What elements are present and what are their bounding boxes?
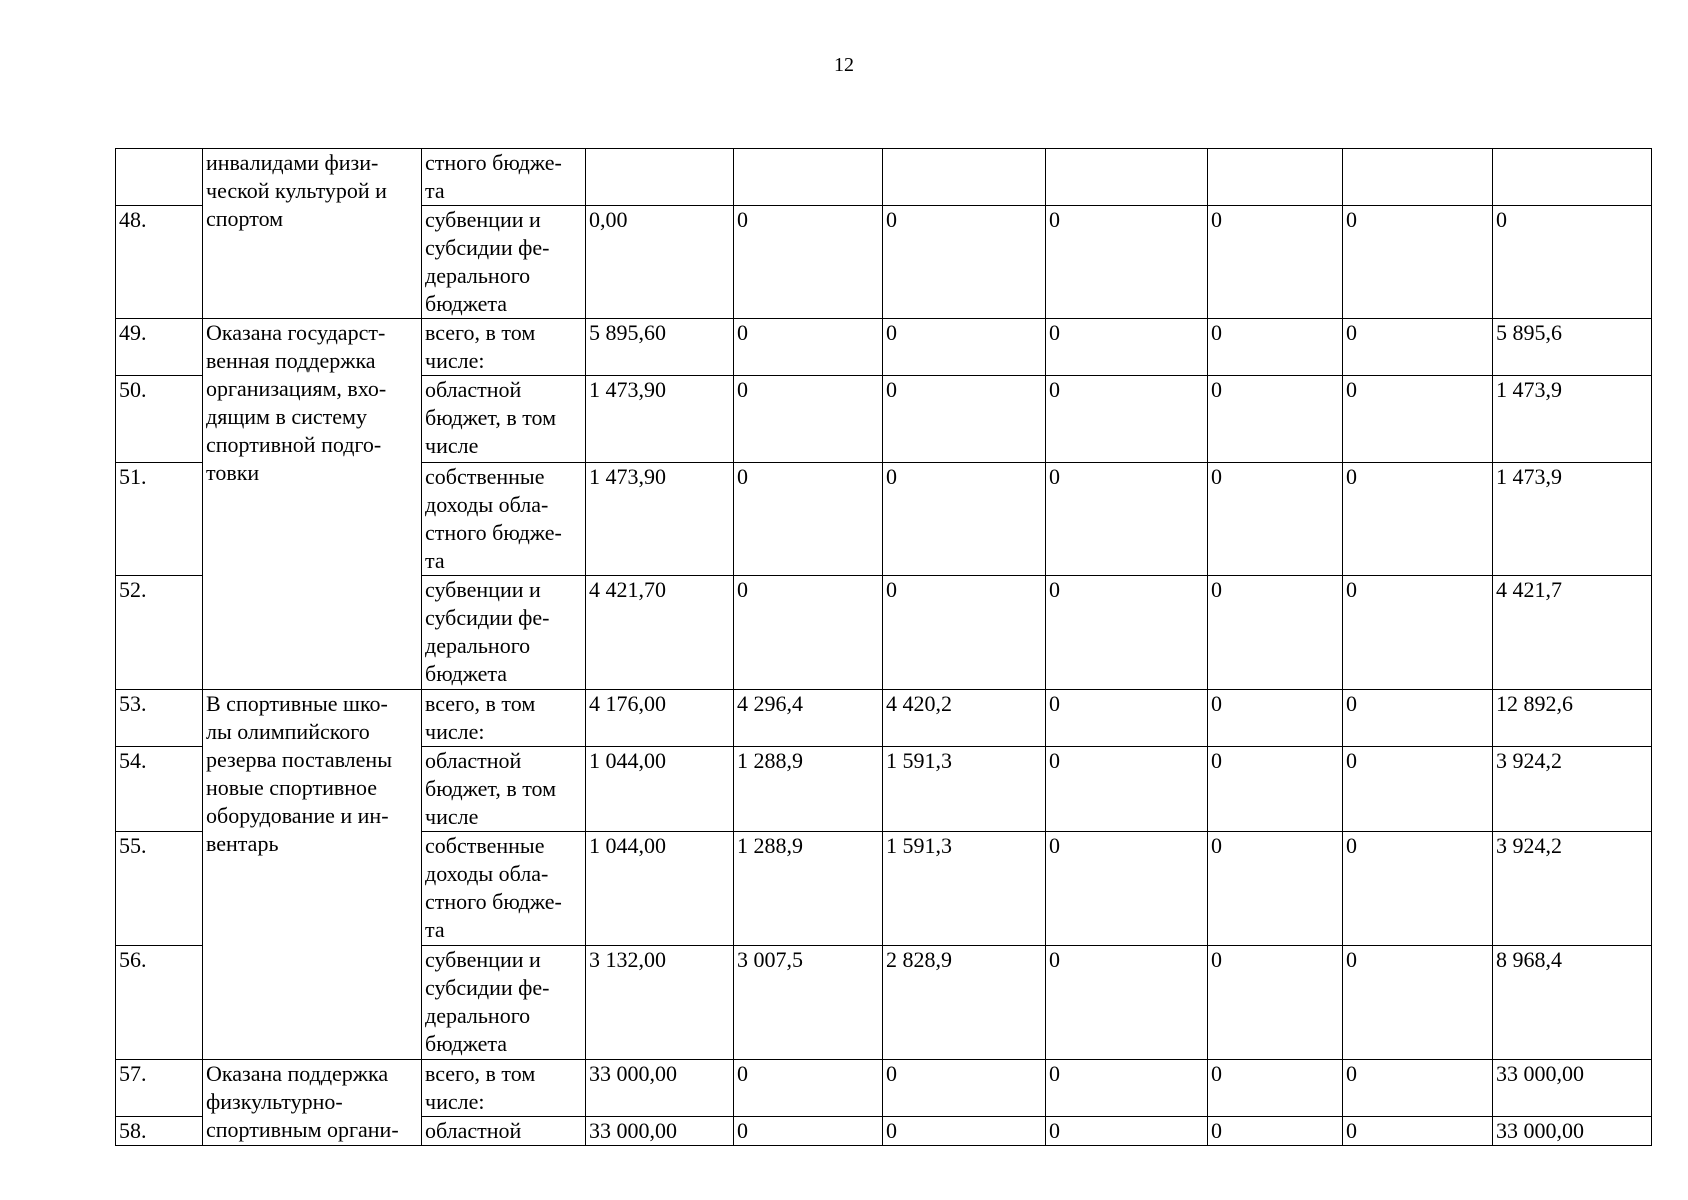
value-year-2: 0 xyxy=(734,576,883,690)
value-year-6: 0 xyxy=(1343,747,1493,832)
value-year-3: 0 xyxy=(883,319,1046,376)
value-year-4: 0 xyxy=(1046,206,1208,319)
value-year-1: 1 044,00 xyxy=(586,832,734,946)
value-year-6: 0 xyxy=(1343,690,1493,747)
value-year-1: 33 000,00 xyxy=(586,1060,734,1117)
table-row xyxy=(116,690,1652,747)
value-year-4: 0 xyxy=(1046,1060,1208,1117)
funding-source: всего, в том числе: xyxy=(422,319,586,376)
value-year-2 xyxy=(734,149,883,206)
event-description: Оказана поддержка физкультурно- спортивным органи- xyxy=(203,1060,422,1146)
value-year-6 xyxy=(1343,149,1493,206)
value-year-5: 0 xyxy=(1208,576,1343,690)
table-row xyxy=(116,1060,1652,1117)
value-year-2: 0 xyxy=(734,319,883,376)
value-year-6: 0 xyxy=(1343,576,1493,690)
value-year-1: 1 473,90 xyxy=(586,376,734,463)
value-year-5: 0 xyxy=(1208,747,1343,832)
value-total: 0 xyxy=(1493,206,1652,319)
funding-source: всего, в том числе: xyxy=(422,690,586,747)
funding-source: стного бюдже- та xyxy=(422,149,586,206)
value-year-2: 0 xyxy=(734,1060,883,1117)
value-year-5: 0 xyxy=(1208,206,1343,319)
value-year-4: 0 xyxy=(1046,576,1208,690)
value-year-6: 0 xyxy=(1343,946,1493,1060)
value-total: 8 968,4 xyxy=(1493,946,1652,1060)
row-number: 52. xyxy=(116,576,203,690)
value-year-2: 0 xyxy=(734,1117,883,1146)
value-year-3: 0 xyxy=(883,1117,1046,1146)
funding-source: собственные доходы обла- стного бюдже- та xyxy=(422,463,586,576)
row-number: 53. xyxy=(116,690,203,747)
value-year-6: 0 xyxy=(1343,206,1493,319)
value-year-3: 0 xyxy=(883,376,1046,463)
funding-source: субвенции и субсидии фе- дерального бюджета xyxy=(422,206,586,319)
value-year-6: 0 xyxy=(1343,1060,1493,1117)
value-total: 33 000,00 xyxy=(1493,1117,1652,1146)
value-year-3: 1 591,3 xyxy=(883,747,1046,832)
value-year-3: 4 420,2 xyxy=(883,690,1046,747)
funding-source: всего, в том числе: xyxy=(422,1060,586,1117)
event-description: В спортивные шко- лы олимпийского резерва поставлены новые спортивное оборудование и ин- вентарь xyxy=(203,690,422,1060)
value-year-5: 0 xyxy=(1208,319,1343,376)
value-year-2: 4 296,4 xyxy=(734,690,883,747)
value-year-4: 0 xyxy=(1046,1117,1208,1146)
value-year-5 xyxy=(1208,149,1343,206)
event-description: инвалидами физи- ческой культурой и спортом xyxy=(203,149,422,319)
page-number: 12 xyxy=(834,54,854,76)
value-year-5: 0 xyxy=(1208,690,1343,747)
value-year-5: 0 xyxy=(1208,946,1343,1060)
value-total: 1 473,9 xyxy=(1493,463,1652,576)
value-total: 3 924,2 xyxy=(1493,747,1652,832)
row-number: 58. xyxy=(116,1117,203,1146)
value-year-1: 4 421,70 xyxy=(586,576,734,690)
value-year-3: 1 591,3 xyxy=(883,832,1046,946)
value-year-6: 0 xyxy=(1343,463,1493,576)
value-year-6: 0 xyxy=(1343,832,1493,946)
value-year-1 xyxy=(586,149,734,206)
value-year-2: 1 288,9 xyxy=(734,832,883,946)
value-year-2: 0 xyxy=(734,463,883,576)
row-number: 54. xyxy=(116,747,203,832)
value-year-6: 0 xyxy=(1343,376,1493,463)
row-number xyxy=(116,149,203,206)
value-year-1: 0,00 xyxy=(586,206,734,319)
funding-source: субвенции и субсидии фе- дерального бюджета xyxy=(422,576,586,690)
row-number: 48. xyxy=(116,206,203,319)
table-row xyxy=(116,319,1652,376)
value-year-4: 0 xyxy=(1046,832,1208,946)
value-total: 5 895,6 xyxy=(1493,319,1652,376)
row-number: 50. xyxy=(116,376,203,463)
value-year-3: 2 828,9 xyxy=(883,946,1046,1060)
row-number: 57. xyxy=(116,1060,203,1117)
value-year-3: 0 xyxy=(883,1060,1046,1117)
row-number: 55. xyxy=(116,832,203,946)
value-year-1: 33 000,00 xyxy=(586,1117,734,1146)
value-year-2: 3 007,5 xyxy=(734,946,883,1060)
funding-source: областной xyxy=(422,1117,586,1146)
value-total: 1 473,9 xyxy=(1493,376,1652,463)
value-year-3: 0 xyxy=(883,576,1046,690)
row-number: 56. xyxy=(116,946,203,1060)
value-year-3 xyxy=(883,149,1046,206)
value-year-4: 0 xyxy=(1046,690,1208,747)
value-year-5: 0 xyxy=(1208,1117,1343,1146)
value-year-5: 0 xyxy=(1208,463,1343,576)
value-year-4: 0 xyxy=(1046,946,1208,1060)
value-year-5: 0 xyxy=(1208,832,1343,946)
row-number: 49. xyxy=(116,319,203,376)
budget-table xyxy=(115,148,1652,1146)
value-year-4 xyxy=(1046,149,1208,206)
value-year-6: 0 xyxy=(1343,319,1493,376)
value-year-5: 0 xyxy=(1208,376,1343,463)
value-total: 33 000,00 xyxy=(1493,1060,1652,1117)
value-total xyxy=(1493,149,1652,206)
value-year-5: 0 xyxy=(1208,1060,1343,1117)
value-year-1: 4 176,00 xyxy=(586,690,734,747)
value-year-1: 1 044,00 xyxy=(586,747,734,832)
value-total: 12 892,6 xyxy=(1493,690,1652,747)
value-year-6: 0 xyxy=(1343,1117,1493,1146)
value-year-4: 0 xyxy=(1046,319,1208,376)
funding-source: собственные доходы обла- стного бюдже- та xyxy=(422,832,586,946)
value-year-2: 1 288,9 xyxy=(734,747,883,832)
event-description: Оказана государст- венная поддержка организациям, вхо- дящим в систему спортивной подго- товки xyxy=(203,319,422,690)
value-total: 4 421,7 xyxy=(1493,576,1652,690)
value-year-3: 0 xyxy=(883,463,1046,576)
value-year-4: 0 xyxy=(1046,463,1208,576)
value-year-4: 0 xyxy=(1046,376,1208,463)
value-year-1: 5 895,60 xyxy=(586,319,734,376)
table-row xyxy=(116,149,1652,206)
value-year-2: 0 xyxy=(734,376,883,463)
value-total: 3 924,2 xyxy=(1493,832,1652,946)
row-number: 51. xyxy=(116,463,203,576)
funding-source: областной бюджет, в том числе xyxy=(422,747,586,832)
value-year-2: 0 xyxy=(734,206,883,319)
funding-source: областной бюджет, в том числе xyxy=(422,376,586,463)
value-year-1: 1 473,90 xyxy=(586,463,734,576)
value-year-4: 0 xyxy=(1046,747,1208,832)
funding-source: субвенции и субсидии фе- дерального бюджета xyxy=(422,946,586,1060)
value-year-1: 3 132,00 xyxy=(586,946,734,1060)
value-year-3: 0 xyxy=(883,206,1046,319)
